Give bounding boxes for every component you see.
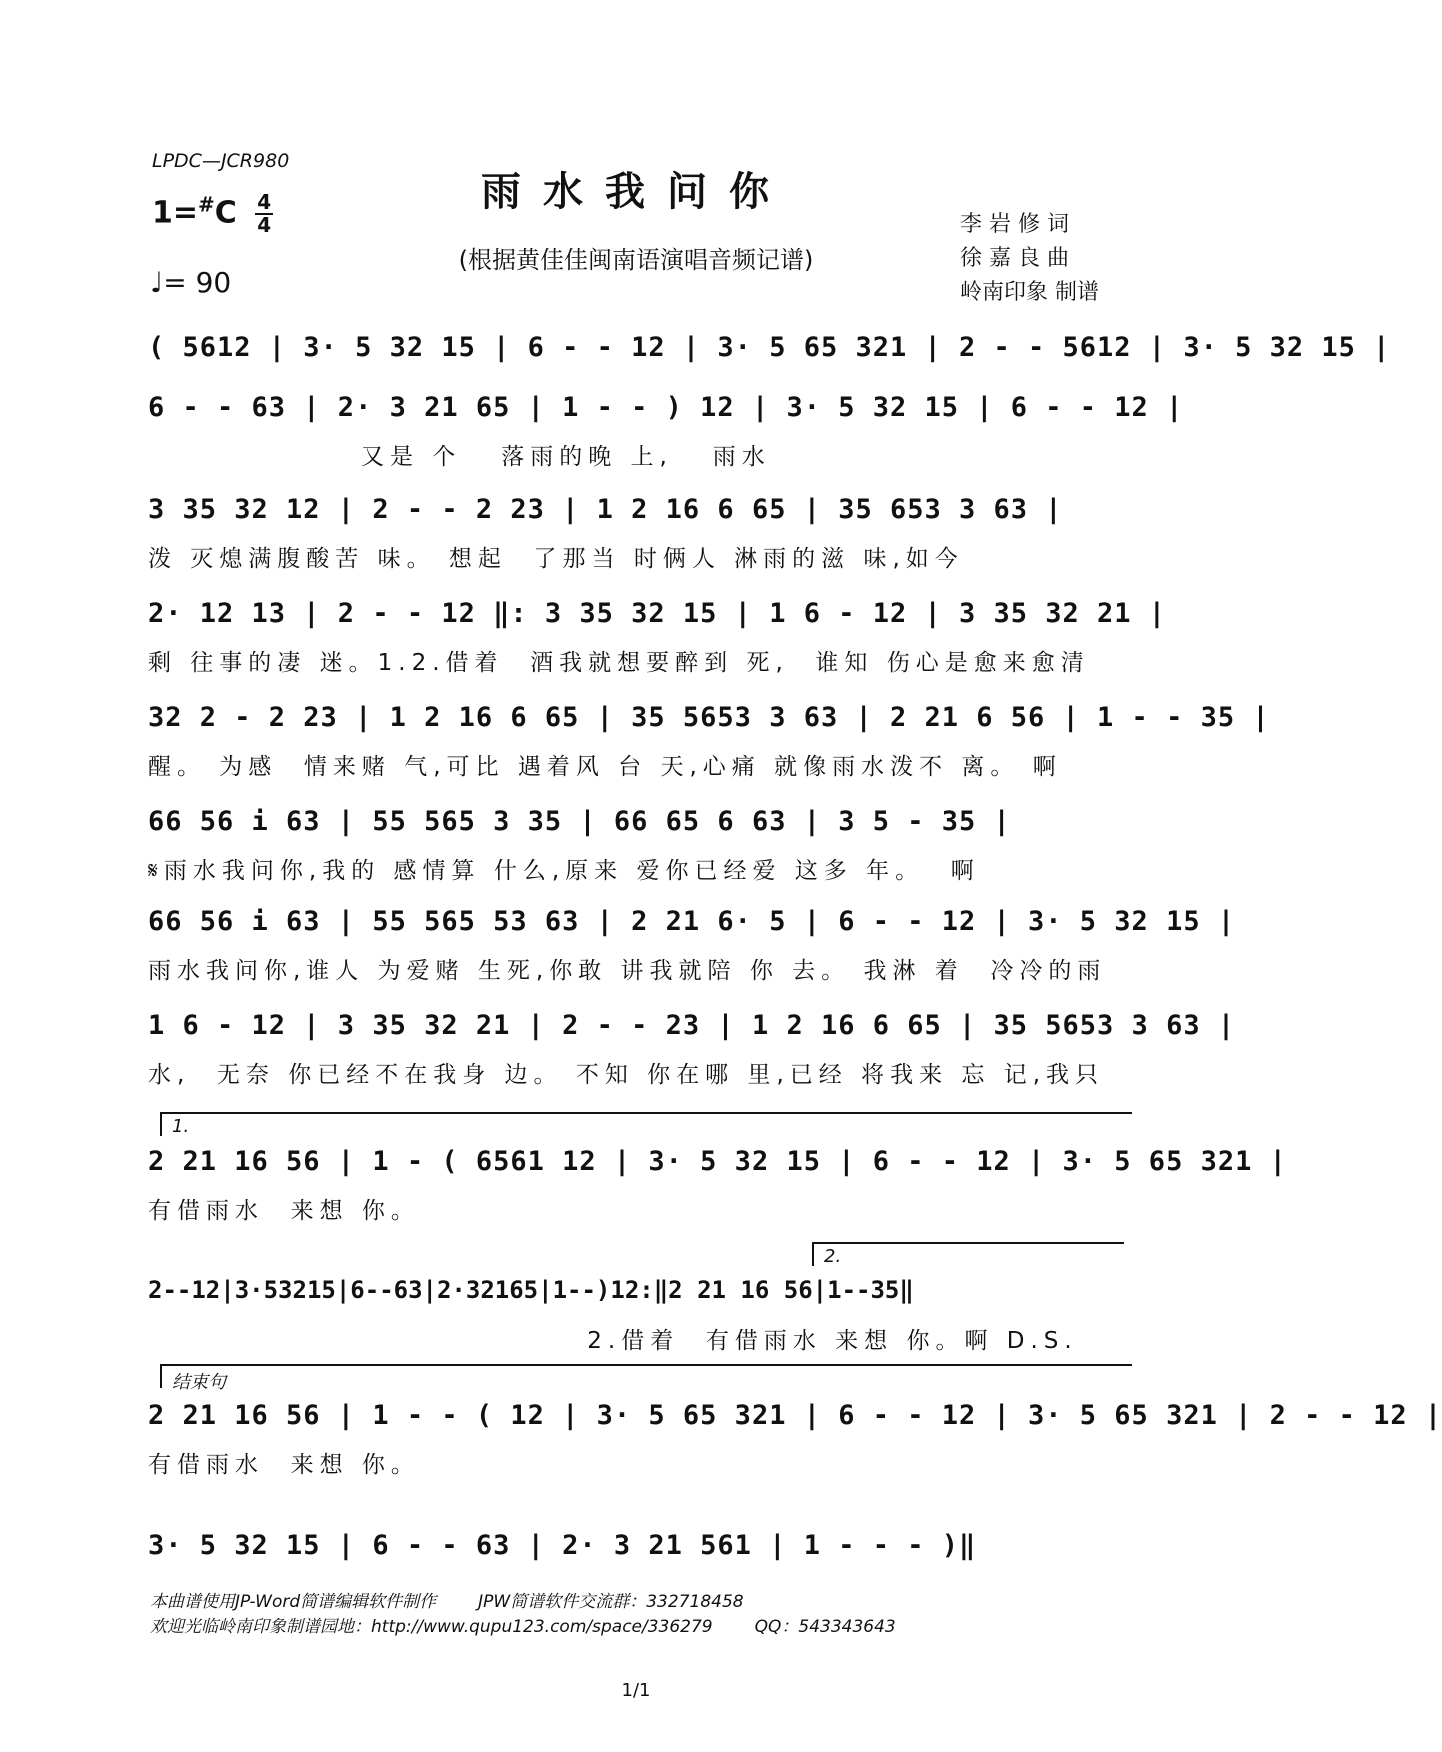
score-system-6 xyxy=(148,806,1128,884)
key-signature xyxy=(152,192,273,236)
notation-line: 2 21 16 56 | 1 - - ( 12 | 3· 5 65 321 | 6 - - 12 | 3· 5 65 321 | 2 - - 12 | xyxy=(148,1400,1442,1431)
score-system-12 xyxy=(148,1530,1128,1570)
score-system-3 xyxy=(148,494,1128,572)
score-code: LPDC—JCR980 xyxy=(152,150,290,172)
notation-line: ( 5612 | 3· 5 32 15 | 6 - - 12 | 3· 5 65 321 | 2 - - 5612 | 3· 5 32 15 | xyxy=(148,332,1391,363)
page-number: 1/1 xyxy=(621,1680,651,1701)
footer-software: 本曲谱使用JP-Word简谱编辑软件制作 xyxy=(150,1592,437,1612)
notation-line: 2· 12 13 | 2 - - 12 ‖: 3 35 32 15 | 1 6 - 12 | 3 35 32 21 | xyxy=(148,598,1167,629)
key-note: C xyxy=(214,195,237,231)
composer: 徐 嘉 良 曲 xyxy=(960,246,1069,271)
notation-line: 1 6 - 12 | 3 35 32 21 | 2 - - 23 | 1 2 16 6 65 | 35 5653 3 63 | xyxy=(148,1010,1236,1041)
notation-line: 2--12|3·53215|6--63|2·32165|1--)12:‖2 21 16 56|1--35‖ xyxy=(148,1276,914,1304)
score-system-11 xyxy=(148,1400,1442,1478)
score-system-2 xyxy=(148,392,1184,470)
ending-phrase-label: 结束句 xyxy=(172,1372,226,1393)
key-prefix: 1= xyxy=(152,195,199,231)
notation-line: 3 35 32 12 | 2 - - 2 23 | 1 2 16 6 65 | 35 653 3 63 | xyxy=(148,494,1063,525)
lyric-line: 水, 无奈 你已经不在我身 边。 不知 你在哪 里,已经 将我来 忘 记,我只 xyxy=(148,1062,1105,1088)
key-sharp: # xyxy=(198,192,215,217)
lyric-line: 有借雨水 来想 你。 xyxy=(148,1198,420,1224)
notation-line: 3· 5 32 15 | 6 - - 63 | 2· 3 21 561 | 1 - - - )‖ xyxy=(148,1530,977,1561)
score-system-5 xyxy=(148,702,1270,780)
second-ending-bracket xyxy=(812,1242,1124,1266)
meter-top: 4 xyxy=(257,190,272,214)
meter-bottom: 4 xyxy=(257,213,272,237)
score-system-9 xyxy=(148,1146,1287,1224)
lyric-line: 雨水我问你,谁人 为爱赌 生死,你敢 讲我就陪 你 去。 我淋 着 冷冷的雨 xyxy=(148,958,1107,984)
tempo-mark: ♩= 90 xyxy=(150,266,232,299)
score-system-7 xyxy=(148,906,1236,984)
lyric-line: 泼 灭熄满腹酸苦 味。 想起 了那当 时俩人 淋雨的滋 味,如今 xyxy=(148,546,964,572)
score-system-4 xyxy=(148,598,1167,676)
ending-phrase-bracket xyxy=(160,1364,1132,1393)
lyricist: 李 岩 修 词 xyxy=(960,212,1069,237)
score-system-8 xyxy=(148,1010,1236,1088)
notation-line: 66 56 i 63 | 55 565 53 63 | 2 21 6· 5 | 6 - - 12 | 3· 5 32 15 | xyxy=(148,906,1236,937)
first-ending-label: 1. xyxy=(172,1116,190,1137)
lyric-line: 醒。 为感 情来赌 气,可比 遇着风 台 天,心痛 就像雨水泼不 离。 啊 xyxy=(148,754,1062,780)
lyric-line: 𝄋雨水我问你,我的 感情算 什么,原来 爱你已经爱 这多 年。 啊 xyxy=(148,858,980,884)
score-system-10 xyxy=(148,1276,1128,1354)
arranger: 岭南印象 制谱 xyxy=(960,280,1099,305)
time-signature xyxy=(255,192,273,236)
footer-group: JPW简谱软件交流群：332718458 xyxy=(478,1592,744,1612)
notation-line: 6 - - 63 | 2· 3 21 65 | 1 - - ) 12 | 3· 5 32 15 | 6 - - 12 | xyxy=(148,392,1184,423)
footer-credits xyxy=(150,1590,938,1640)
lyric-line: 又是 个 落雨的晚 上, 雨水 xyxy=(148,444,771,470)
song-subtitle: (根据黄佳佳闽南语演唱音频记谱) xyxy=(458,246,814,274)
first-ending-bracket xyxy=(160,1112,1132,1136)
notation-line: 2 21 16 56 | 1 - ( 6561 12 | 3· 5 32 15 | 6 - - 12 | 3· 5 65 321 | xyxy=(148,1146,1287,1177)
lyric-line: 有借雨水 来想 你。 xyxy=(148,1452,420,1478)
second-ending-label: 2. xyxy=(824,1246,842,1267)
song-title: 雨水我问你 xyxy=(481,168,791,215)
score-system-1 xyxy=(148,332,1391,372)
lyric-line: 剩 往事的凄 迷。1.2.借着 酒我就想要醉到 死, 谁知 伤心是愈来愈清 xyxy=(148,650,1090,676)
credits xyxy=(960,208,1099,310)
footer-website: 欢迎光临岭南印象制谱园地：http://www.qupu123.com/space/336279 xyxy=(150,1617,713,1637)
notation-line: 32 2 - 2 23 | 1 2 16 6 65 | 35 5653 3 63 | 2 21 6 56 | 1 - - 35 | xyxy=(148,702,1270,733)
lyric-line: 2.借着 有借雨水 来想 你。啊 D.S. xyxy=(148,1328,1078,1354)
footer-qq: QQ：543343643 xyxy=(754,1617,896,1637)
notation-line: 66 56 i 63 | 55 565 3 35 | 66 65 6 63 | 3 5 - 35 | xyxy=(148,806,1011,837)
